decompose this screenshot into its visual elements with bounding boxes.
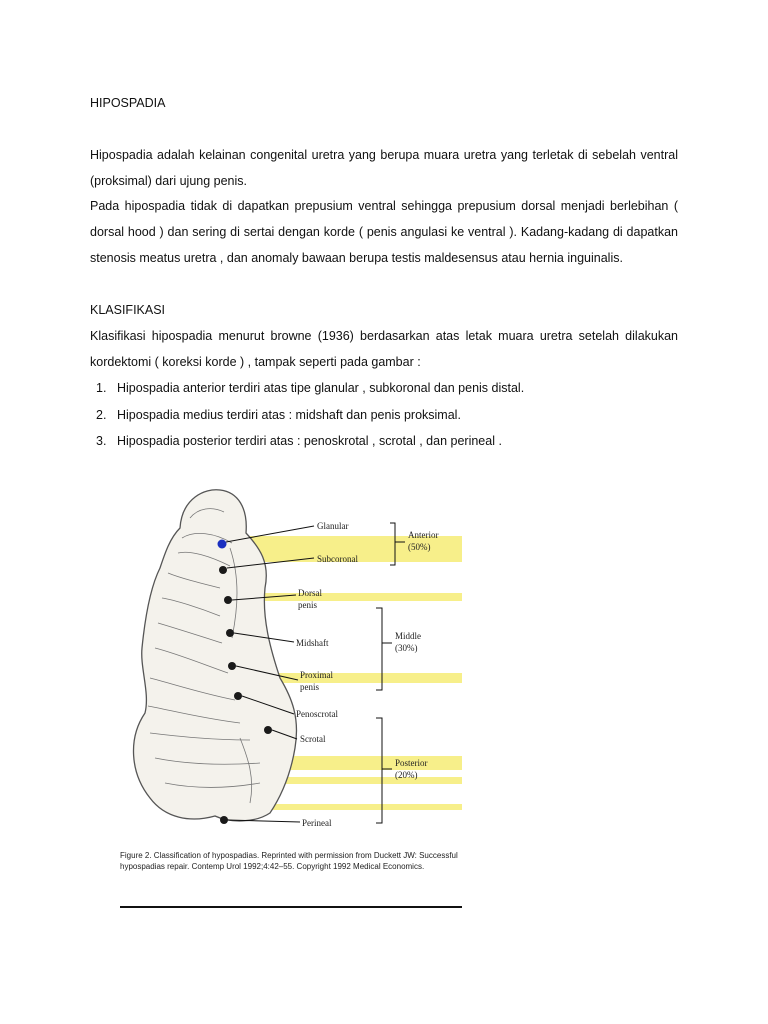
label-proximal-line2: penis xyxy=(300,682,319,692)
group-middle-name: Middle xyxy=(395,631,421,641)
label-subcoronal: Subcoronal xyxy=(317,554,358,564)
proximal-penis-dot xyxy=(228,662,236,670)
label-penoscrotal: Penoscrotal xyxy=(296,709,338,719)
classification-line2: kordektomi ( koreksi korde ) , tampak seperti pada gambar : xyxy=(90,355,421,369)
penoscrotal-dot xyxy=(234,692,242,700)
list-text: Hipospadia posterior terdiri atas : penoskrotal , scrotal , dan perineal . xyxy=(117,434,502,448)
label-dorsal-line2: penis xyxy=(298,600,317,610)
list-item xyxy=(96,406,461,424)
label-perineal: Perineal xyxy=(302,818,332,828)
figure-rule xyxy=(120,906,462,908)
group-anterior-name: Anterior xyxy=(408,530,439,540)
hypospadias-figure xyxy=(120,478,462,908)
group-posterior-pct: (20%) xyxy=(395,770,418,780)
glanular-dot xyxy=(218,540,227,549)
figure-caption: Figure 2. Classification of hypospadias. Reprinted with permission from Duckett JW: Successful hypospadias repair. Contemp Urol 1992;4:42–55. Copyright 1992 Medical Economics. xyxy=(120,851,458,871)
dorsal-penis-dot xyxy=(224,596,232,604)
perineal-dot xyxy=(220,816,228,824)
list-item xyxy=(96,432,502,450)
document-title: HIPOSPADIA xyxy=(90,96,166,110)
list-text: Hipospadia medius terdiri atas : midshaft dan penis proksimal. xyxy=(117,408,461,422)
group-anterior-pct: (50%) xyxy=(408,542,431,552)
paragraph1-line1: Hipospadia adalah kelainan congenital uretra yang berupa muara uretra yang terletak di sebelah ventral xyxy=(90,148,678,162)
label-glanular: Glanular xyxy=(317,521,349,531)
paragraph2-line2: dorsal hood ) dan sering di sertai dengan korde ( penis angulasi ke ventral ). Kadang-kadang di dapatkan xyxy=(90,225,678,239)
classification-line1: Klasifikasi hipospadia menurut browne (1936) berdasarkan atas letak muara uretra setelah dilakukan xyxy=(90,329,678,343)
scrotal-dot xyxy=(264,726,272,734)
list-text: Hipospadia anterior terdiri atas tipe glanular , subkoronal dan penis distal. xyxy=(117,381,525,395)
group-posterior-name: Posterior xyxy=(395,758,428,768)
paragraph2-line1: Pada hipospadia tidak di dapatkan prepusium ventral sehingga prepusium dorsal menjadi berlebihan ( xyxy=(90,199,678,213)
figure-illustration xyxy=(120,478,462,848)
label-scrotal: Scrotal xyxy=(300,734,326,744)
list-number: 3. xyxy=(96,434,107,448)
paragraph2-line3: stenosis meatus uretra , dan anomaly bawaan berupa testis maldesensus atau hernia inguinalis. xyxy=(90,251,623,265)
midshaft-dot xyxy=(226,629,234,637)
label-midshaft: Midshaft xyxy=(296,638,329,648)
group-middle-pct: (30%) xyxy=(395,643,418,653)
section-heading: KLASIFIKASI xyxy=(90,303,166,317)
label-dorsal-line1: Dorsal xyxy=(298,588,322,598)
list-number: 2. xyxy=(96,408,107,422)
label-proximal-line1: Proximal xyxy=(300,670,333,680)
paragraph1-line2: (proksimal) dari ujung penis. xyxy=(90,174,248,188)
subcoronal-dot xyxy=(219,566,227,574)
list-number: 1. xyxy=(96,381,107,395)
list-item xyxy=(96,379,524,397)
